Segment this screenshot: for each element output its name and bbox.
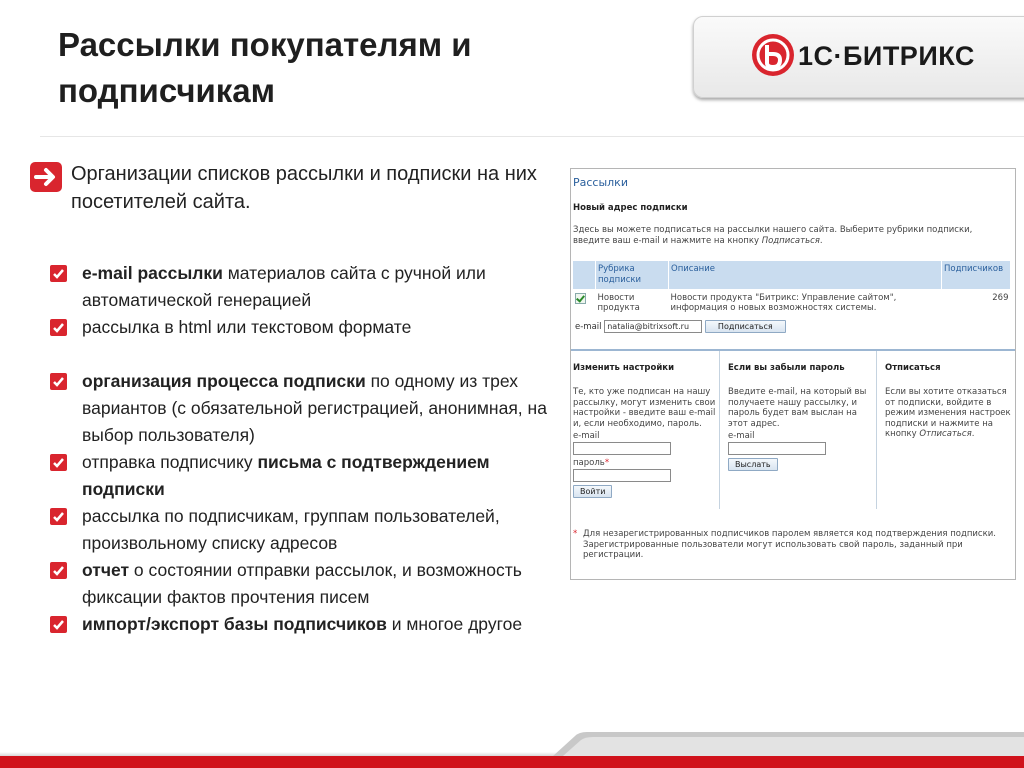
rubric-checkbox-cell[interactable] <box>573 289 596 317</box>
footnote-text: Для незарегистрированных подписчиков паролем является код подтверждения подписки. Зарегистрированные пользователи могут использовать свой пароль, заданный при регистрации. <box>583 529 996 560</box>
item-bold: импорт/экспорт базы подписчиков <box>82 614 387 634</box>
desc-emphasis: Подписаться <box>761 236 820 246</box>
password-label-wrap <box>573 458 609 468</box>
arrow-right-icon <box>30 162 62 192</box>
form-subtitle: Новый адрес подписки <box>573 203 688 213</box>
unsubscribe-text <box>885 387 1015 440</box>
checkbox-icon <box>50 508 67 525</box>
item-bold: отчет <box>82 560 130 580</box>
item-bold: e-mail рассылки <box>82 263 223 283</box>
intro-text: Организации списков рассылки и подписки на них посетителей сайта. <box>71 163 537 213</box>
page-title: Рассылки покупателям и подписчикам <box>58 26 472 109</box>
item-bold: организация процесса подписки <box>82 371 366 391</box>
login-button[interactable]: Войти <box>573 485 612 498</box>
item-text: рассылка в html или текстовом формате <box>82 317 412 337</box>
checkbox-icon <box>50 265 67 282</box>
checkbox-icon <box>50 562 67 579</box>
subscribe-button[interactable]: Подписаться <box>705 320 786 333</box>
footer-bar <box>0 756 1024 768</box>
list-item <box>50 503 560 557</box>
checkbox-icon <box>50 616 67 633</box>
unsubscribe-column <box>883 351 1015 509</box>
forgot-email-label: e-mail <box>728 431 755 441</box>
login-email-label: e-mail <box>573 431 600 441</box>
password-input[interactable] <box>573 469 671 482</box>
item-text: материалов сайта с ручной или автоматической генерацией <box>82 263 486 310</box>
item-text: и многое другое <box>386 614 523 634</box>
rubric-count: 269 <box>992 293 1009 303</box>
rubric-name: Новости продукта <box>597 293 640 313</box>
header-checkbox-cell <box>573 261 596 289</box>
item-text: о состоянии отправки рассылок, и возможность фиксации фактов прочтения писем <box>82 560 522 607</box>
item-bold: письма с подтверждением подписки <box>82 452 490 499</box>
forgot-password-column <box>726 351 877 509</box>
checkbox-icon <box>50 454 67 471</box>
forgot-password-title: Если вы забыли пароль <box>728 363 845 373</box>
logo-text: 1С·БИТРИКС <box>798 41 975 71</box>
unsubscribe-emphasis: Отписаться <box>919 429 972 439</box>
options-columns <box>571 349 1015 511</box>
rubric-description: Новости продукта "Битрикс: Управление сайтом", информация о новых возможностях системы. <box>670 293 897 313</box>
col-header-rubric: Рубрика подписки <box>596 261 669 289</box>
list-item <box>50 260 560 314</box>
unsubscribe-text-main: Если вы хотите отказаться от подписки, войдите в режим изменения настроек подписки и нажмите на кнопку <box>885 387 1011 439</box>
forgot-password-text: Введите e-mail, на который вы получаете нашу рассылку, и пароль будет вам выслан на этот адрес. <box>728 387 867 429</box>
password-footnote <box>573 529 1011 561</box>
bitrix-logo-icon <box>751 33 795 77</box>
form-title: Рассылки <box>573 176 628 189</box>
item-text: по одному из трех вариантов (с обязательной регистрацией, анонимная, на выбор пользователя) <box>82 371 547 445</box>
change-settings-text: Те, кто уже подписан на нашу рассылку, могут изменить свои настройки - введите ваш e-mail и, если необходимо, пароль. <box>573 387 716 429</box>
send-password-button[interactable]: Выслать <box>728 458 778 471</box>
table-header-row <box>573 261 1011 289</box>
list-item <box>50 449 560 503</box>
change-settings-column <box>571 351 720 509</box>
forgot-email-input[interactable] <box>728 442 826 455</box>
password-label: пароль <box>573 458 605 468</box>
subscribe-email-input[interactable]: natalia@bitrixsoft.ru <box>604 320 702 333</box>
unsubscribe-title: Отписаться <box>885 363 941 373</box>
subscription-form-screenshot <box>570 168 1016 580</box>
footer-tab-shape <box>553 732 1024 756</box>
rubric-checkbox[interactable] <box>575 293 586 304</box>
col-header-description: Описание <box>669 261 942 289</box>
desc-text: Здесь вы можете подписаться на рассылки нашего сайта. Выберите рубрики подписки, введите ваш e-mail и нажмите на кнопку <box>573 225 973 246</box>
item-text: отправка подписчику <box>82 452 258 472</box>
form-description <box>573 225 1003 247</box>
desc-text-end: . <box>819 236 823 246</box>
divider <box>40 136 1024 137</box>
table-row <box>573 289 1011 317</box>
logo-panel <box>693 16 1024 98</box>
change-settings-title: Изменить настройки <box>573 363 675 373</box>
checkbox-icon <box>50 319 67 336</box>
col-header-subscribers: Подписчиков <box>942 261 1011 289</box>
email-label: e-mail <box>575 322 602 332</box>
rubrics-table <box>573 261 1011 317</box>
required-star: * <box>604 458 610 468</box>
subscribe-row <box>575 320 786 333</box>
unsubscribe-text-end: . <box>971 429 975 439</box>
feature-list <box>50 260 560 638</box>
list-item <box>50 557 560 611</box>
list-item <box>50 314 560 341</box>
checkbox-icon <box>50 373 67 390</box>
footnote-star: * <box>573 529 578 539</box>
item-text: рассылка по подписчикам, группам пользователей, произвольному списку адресов <box>82 506 500 553</box>
list-item <box>50 611 560 638</box>
list-item <box>50 368 560 449</box>
login-email-input[interactable] <box>573 442 671 455</box>
